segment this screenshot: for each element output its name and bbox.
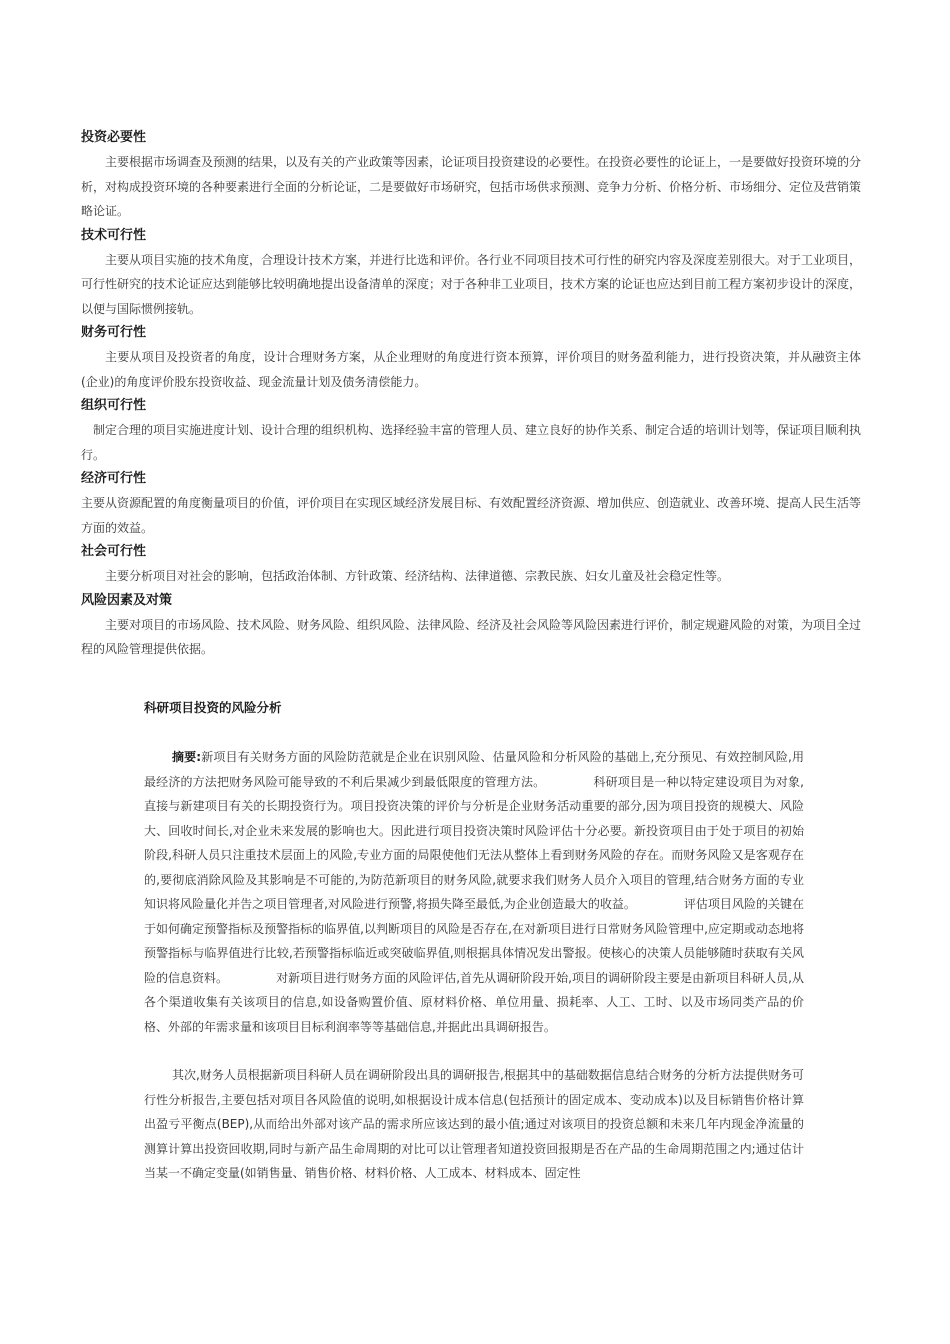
abstract-part-1: 新项目有关财务方面的风险防范就是企业在识别风险、估量风险和分析风险的基础上,充分预见、有效控制风险,用最经济的方法把财务风险可能导致的不利后果减少到最低限度的管理方法。 [144,750,804,789]
section-heading-risk-factors: 风险因素及对策 [81,592,173,608]
section-body-financial-feasibility: 主要从项目及投资者的角度，设计合理财务方案，从企业理财的角度进行资本预算，评价项目的财务盈利能力，进行投资决策，并从融资主体(企业)的角度评价股东投资收益、现金流量计划及债务清偿能力。 [81,350,861,389]
section-body-risk-factors: 主要对项目的市场风险、技术风险、财务风险、组织风险、法律风险、经济及社会风险等风险因素进行评价，制定规避风险的对策，为项目全过程的风险管理提供依据。 [81,617,862,656]
section-heading-financial-feasibility: 财务可行性 [81,325,147,340]
section-body-investment-necessity: 主要根据市场调查及预测的结果，以及有关的产业政策等因素，论证项目投资建设的必要性。在投资必要性的论证上，一是要做好投资环境的分析，对构成投资环境的各种要素进行全面的分析论证，二是要做好市场研究，包括市场供求预测、竞争力分析、价格分析、市场细分、定位及营销策略论证。 [81,155,862,218]
section-heading-technical-feasibility: 技术可行性 [81,227,147,243]
abstract-part-2: 科研项目是一种以特定建设项目为对象,直接与新建项目有关的长期投资行为。项目投资决策的评价与分析是企业财务活动重要的部分,因为项目投资的规模大、风险大、回收时间长,对企业未来发展的影响也大。因此进行项目投资决策时风险评估十分必要。新投资项目由于处于项目的初始阶段,科研人员只注重技术层面上的风险,专业方面的局限使他们无法从整体上看到财务风险的存在。而财务风险又是客观存在的,要彻底消除风险及其影响是不可能的,为防范新项目的财务风险,就要求我们财务人员介入项目的管理,结合财务方面的专业知识将风险量化并告之项目管理者,对风险进行预警,将损失降至最低,为企业创造最大的收益。 [144,774,804,911]
article-abstract [144,745,804,1039]
section-body-economic-feasibility: 主要从资源配置的角度衡量项目的价值，评价项目在实现区域经济发展目标、有效配置经济资源、增加供应、创造就业、改善环境、提高人民生活等方面的效益。 [81,496,862,535]
section-body-social-feasibility: 主要分析项目对社会的影响，包括政治体制、方针政策、经济结构、法律道德、宗教民族、妇女儿童及社会稳定性等。 [105,569,730,583]
feasibility-sections [81,126,861,662]
section-heading-economic-feasibility: 经济可行性 [81,471,147,486]
section-body-organizational-feasibility: 制定合理的项目实施进度计划、设计合理的组织机构、选择经验丰富的管理人员、建立良好的协作关系、制定合适的培训计划等，保证项目顺利执行。 [81,423,862,462]
section-heading-organizational-feasibility: 组织可行性 [81,398,147,413]
section-heading-social-feasibility: 社会可行性 [81,544,147,559]
article-paragraph-2: 其次,财务人员根据新项目科研人员在调研阶段出具的调研报告,根据其中的基础数据信息结合财务的分析方法提供财务可行性分析报告,主要包括对项目各风险值的说明,如根据设计成本信息(包括预计的固定成本、变动成本)以及目标销售价格计算出盈亏平衡点(BEP),从而给出外部对该产品的需求所应该达到的最小值;通过对该项目的投资总额和未来几年内现金净流量的测算计算出投资回收期,同时与新产品生命周期的对比可以让管理者知道投资回报期是否在产品的生命周期范围之内;通过估计当某一不确定变量(如销售量、销售价格、材料价格、人工成本、材料成本、固定性 [144,1068,804,1180]
abstract-label: 摘要: [172,750,202,764]
section-heading-investment-necessity: 投资必要性 [81,130,147,145]
article [144,697,804,1198]
article-title: 科研项目投资的风险分析 [144,700,282,715]
abstract-part-4: 对新项目进行财务方面的风险评估,首先从调研阶段开始,项目的调研阶段主要是由新项目科研人员,从各个渠道收集有关该项目的信息,如设备购置价值、原材料价格、单位用量、损耗率、人工、工时、以及市场同类产品的价格、外部的年需求量和该项目目标利润率等等基础信息,并据此出具调研报告。 [144,970,804,1034]
section-body-technical-feasibility: 主要从项目实施的技术角度，合理设计技术方案，并进行比选和评价。各行业不同项目技术可行性的研究内容及深度差别很大。对于工业项目，可行性研究的技术论证应达到能够比较明确地提出设备清单的深度；对于各种非工业项目，技术方案的论证也应达到目前工程方案初步设计的深度，以便与国际惯例接轨。 [81,252,862,316]
abstract-part-3: 评估项目风险的关键在于如何确定预警指标及预警指标的临界值,以判断项目的风险是否存在,在对新项目进行日常财务风险管理中,应定期或动态地将预警指标与临界值进行比较,若预警指标临近或突破临界值,则根据具体情况发出警报。使核心的决策人员能够随时获取有关风险的信息资料。 [144,897,804,985]
